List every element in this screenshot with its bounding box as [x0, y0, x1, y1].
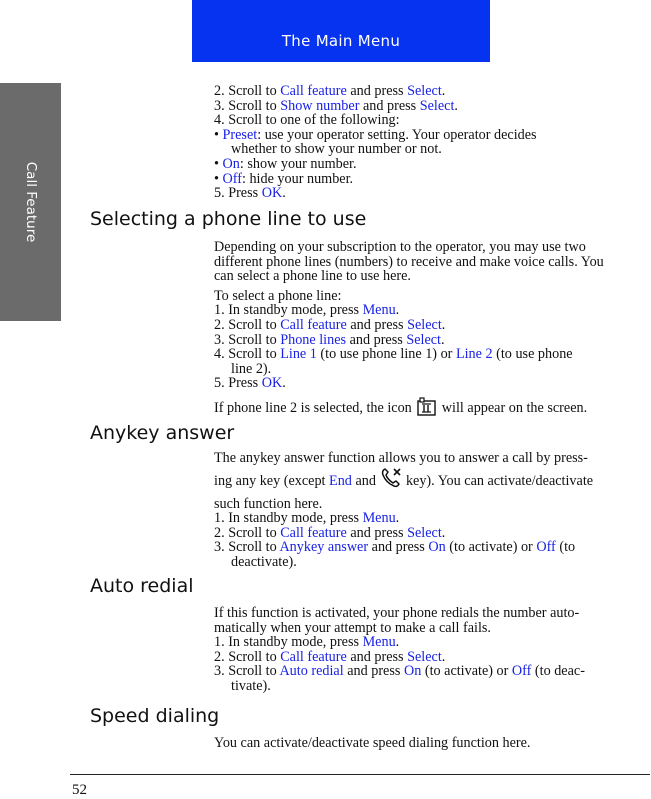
- option-line: • Off: hide your number.: [214, 170, 354, 187]
- paragraph: The anykey answer function allows you to answer a call by press-: [214, 450, 588, 466]
- step-line: 3. Scroll to Auto redial and press On (to activate) or Off (to deac-: [214, 663, 585, 680]
- section-side-tab: [0, 83, 61, 321]
- phone-line-2-icon: [416, 396, 438, 422]
- step-line: line 2).: [231, 360, 272, 377]
- option-line: whether to show your number or not.: [231, 141, 442, 158]
- footer-divider: [70, 774, 650, 775]
- step-line: 3. Scroll to Phone lines and press Select.: [214, 331, 445, 348]
- step-line: 3. Scroll to Show number and press Select.: [214, 97, 458, 114]
- step-line: 5. Press OK.: [214, 375, 286, 392]
- end-call-key-icon: [380, 466, 402, 497]
- step-line: deactivate).: [231, 553, 297, 570]
- paragraph: To select a phone line:: [214, 287, 342, 304]
- paragraph: such function here.: [214, 495, 323, 512]
- paragraph: If this function is activated, your phone redials the number auto-matically when your attempt to make a call fails.: [214, 605, 580, 636]
- chapter-header-tab: [192, 0, 490, 62]
- anykey-answer-section: [214, 451, 614, 570]
- section-heading-auto-redial: Auto redial: [90, 575, 194, 597]
- step-line: 2. Scroll to Call feature and press Select.: [214, 648, 446, 665]
- option-line: • On: show your number.: [214, 155, 357, 172]
- step-line: tivate).: [231, 677, 271, 694]
- section-heading-anykey-answer: Anykey answer: [90, 422, 235, 444]
- side-tab-label: Call Feature: [22, 161, 39, 243]
- step-line: 1. In standby mode, press Menu.: [214, 634, 400, 651]
- step-line: 5. Press OK.: [214, 185, 286, 202]
- option-line: • Preset: use your operator setting. Your operator decides: [214, 126, 537, 143]
- paragraph: You can activate/deactivate speed dialing function here.: [214, 735, 531, 751]
- step-line: 2. Scroll to Call feature and press Select.: [214, 524, 446, 541]
- step-line: 2. Scroll to Call feature and press Select.: [214, 83, 446, 99]
- chapter-title: The Main Menu: [281, 32, 401, 50]
- paragraph: ing any key (except End and key). You can activate/deactivate: [214, 466, 614, 497]
- speed-dialing-section: [214, 736, 614, 751]
- phone-line-section: [214, 240, 614, 422]
- paragraph: Depending on your subscription to the operator, you may use two different phone lines (numbers) to receive and make voice calls. You can select a phone line to use here.: [214, 239, 604, 285]
- intro-steps: [214, 84, 614, 201]
- section-heading-phone-line: Selecting a phone line to use: [90, 208, 367, 230]
- step-line: 3. Scroll to Anykey answer and press On (to activate) or Off (to: [214, 539, 576, 556]
- step-line: 2. Scroll to Call feature and press Select.: [214, 316, 446, 333]
- section-heading-speed-dialing: Speed dialing: [90, 705, 220, 727]
- step-line: 4. Scroll to one of the following:: [214, 112, 400, 129]
- step-line: 1. In standby mode, press Menu.: [214, 302, 400, 319]
- page-number: 52: [72, 782, 87, 798]
- paragraph: If phone line 2 is selected, the icon will appear on the screen.: [214, 396, 614, 422]
- step-line: 4. Scroll to Line 1 (to use phone line 1) or Line 2 (to use phone: [214, 346, 573, 363]
- step-line: 1. In standby mode, press Menu.: [214, 510, 400, 527]
- auto-redial-section: [214, 606, 614, 694]
